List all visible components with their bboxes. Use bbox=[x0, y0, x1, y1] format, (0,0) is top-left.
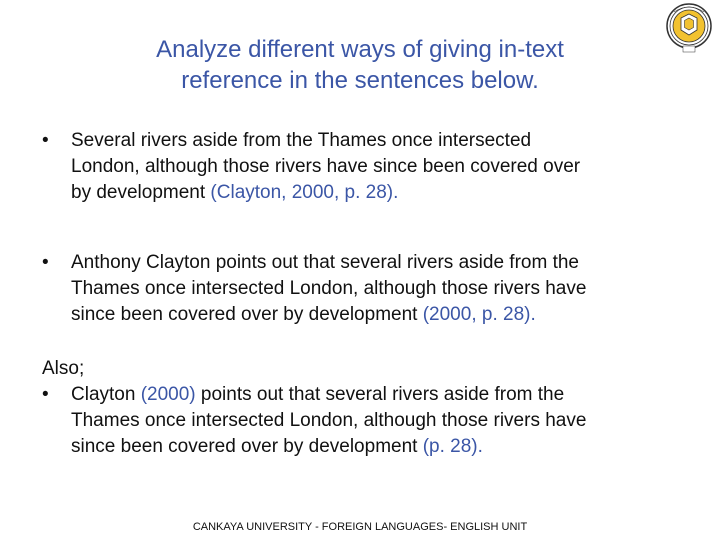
bullet-3-citation-page: (p. 28). bbox=[422, 436, 483, 457]
bullet-2-line-1: Anthony Clayton points out that several rivers aside from the bbox=[71, 252, 579, 273]
bullet-dot: • bbox=[42, 384, 49, 405]
bullet-1-citation: (Clayton, 2000, p. 28). bbox=[210, 182, 399, 203]
bullet-2-line-3 bbox=[71, 302, 692, 328]
bullet-3-line-1-post: points out that several rivers aside from the bbox=[195, 384, 565, 405]
bullet-item-2 bbox=[42, 250, 692, 328]
bullet-3-line-3-text: since been covered over by development bbox=[71, 436, 423, 457]
title-line-2: reference in the sentences below. bbox=[181, 67, 539, 94]
bullet-3-line-1 bbox=[71, 382, 692, 408]
bullet-dot: • bbox=[42, 252, 49, 273]
title-line-1: Analyze different ways of giving in-text bbox=[156, 36, 564, 63]
bullet-2-citation: (2000, p. 28). bbox=[422, 304, 536, 325]
bullet-1-line-3-text: by development bbox=[71, 182, 211, 203]
bullet-dot: • bbox=[42, 130, 49, 151]
bullet-1-line-2: London, although those rivers have since been covered over bbox=[71, 156, 581, 177]
bullet-3-line-2: Thames once intersected London, although those rivers have bbox=[71, 410, 587, 431]
bullet-item-3 bbox=[42, 382, 692, 460]
slide-title bbox=[60, 34, 660, 96]
bullet-2-line-2: Thames once intersected London, although those rivers have bbox=[71, 278, 587, 299]
also-label: Also; bbox=[42, 358, 85, 379]
footer-text: CANKAYA UNIVERSITY - FOREIGN LANGUAGES- ENGLISH UNIT bbox=[192, 521, 528, 533]
bullet-item-1 bbox=[42, 128, 692, 206]
bullet-2-line-3-text: since been covered over by development bbox=[71, 304, 423, 325]
university-seal-icon bbox=[664, 2, 714, 56]
bullet-1-line-1: Several rivers aside from the Thames once intersected bbox=[71, 130, 532, 151]
bullet-3-line-3 bbox=[71, 434, 692, 460]
bullet-3-citation-year: (2000) bbox=[140, 384, 196, 405]
bullet-1-line-3 bbox=[71, 180, 692, 206]
bullet-3-line-1-pre: Clayton bbox=[71, 384, 141, 405]
